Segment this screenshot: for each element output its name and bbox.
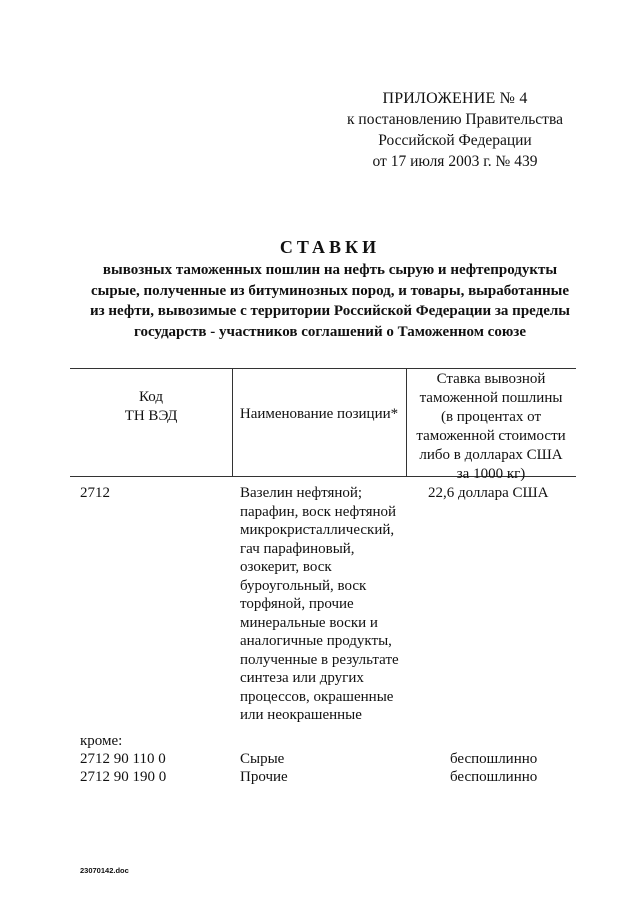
header-rate-line: Ставка вывозной <box>436 371 546 387</box>
row-rate: 22,6 доллара США <box>428 485 549 501</box>
description-line: озокерит, воск <box>240 559 332 575</box>
title-subtitle-line: государств - участников соглашений о Таможенном союзе <box>134 323 526 340</box>
description-line: аналогичные продукты, <box>240 633 392 649</box>
subrow-name: Сырые <box>240 751 285 767</box>
footer-filename: 23070142.doc <box>80 866 129 875</box>
description-line: или неокрашенные <box>240 707 362 723</box>
description-line: парафин, воск нефтяной <box>240 503 397 520</box>
appendix-heading: ПРИЛОЖЕНИЕ № 4 <box>382 90 528 107</box>
description-line: минеральные воски и <box>240 614 378 631</box>
header-code <box>70 388 232 426</box>
document-title <box>60 234 600 342</box>
header-name <box>232 405 406 424</box>
description-line: микрокристаллический, <box>240 522 395 538</box>
header-rate-line: таможенной пошлины <box>419 390 563 406</box>
subrow-rate: беспошлинно <box>450 769 538 785</box>
header-code-line: ТН ВЭД <box>124 408 178 424</box>
row-description <box>240 484 420 725</box>
header-rate <box>406 370 576 484</box>
header-rate-line: таможенной стоимости <box>416 428 566 444</box>
header-rate-line: (в процентах от <box>440 409 542 425</box>
header-rate-line: за 1000 кг) <box>456 466 526 482</box>
subrow-name: Прочие <box>240 769 288 785</box>
subrow-code: 2712 90 190 0 <box>80 769 167 785</box>
appendix-date-line: от 17 июля 2003 г. № 439 <box>372 153 538 170</box>
except-label: кроме: <box>80 733 123 749</box>
description-line: торфяной, прочие <box>240 596 354 612</box>
table-top-border <box>70 368 576 369</box>
title-subtitle-line: вывозных таможенных пошлин на нефть сырую и нефтепродукты <box>102 262 558 278</box>
subrow-code: 2712 90 110 0 <box>80 751 166 767</box>
title-main: СТАВКИ <box>279 237 381 257</box>
description-line: процессов, окрашенные <box>240 688 394 705</box>
appendix-line: к постановлению Правительства <box>347 111 563 128</box>
header-code-line: Код <box>139 389 163 405</box>
description-line: синтеза или других <box>240 670 364 686</box>
appendix-block <box>340 88 570 172</box>
title-subtitle-line: сырые, полученные из битуминозных пород, и товары, выработанные <box>90 282 570 299</box>
description-line: буроугольный, воск <box>240 577 367 594</box>
description-line: полученные в результате <box>240 651 399 668</box>
header-rate-line: либо в долларах США <box>419 447 563 463</box>
title-subtitle-line: из нефти, вывозимые с территории Российской Федерации за пределы <box>89 303 570 319</box>
row-code: 2712 <box>80 485 110 501</box>
description-line: Вазелин нефтяной; <box>240 485 363 501</box>
description-line: гач парафиновый, <box>240 540 355 557</box>
subrow-rate: беспошлинно <box>450 751 538 767</box>
appendix-line: Российской Федерации <box>378 132 532 149</box>
header-name-line: Наименование позиции* <box>239 406 399 422</box>
